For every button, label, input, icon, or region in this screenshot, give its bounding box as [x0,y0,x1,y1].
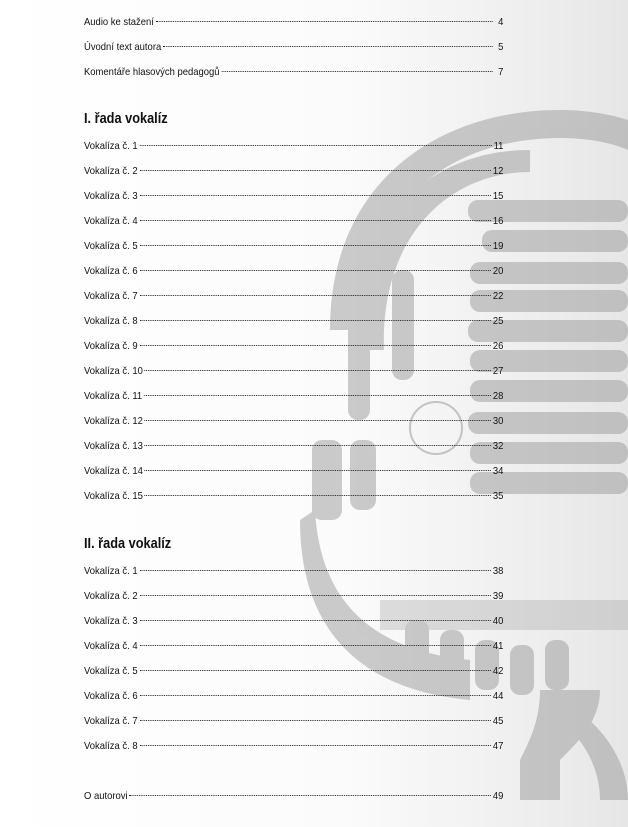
toc-entry-page: 12 [492,165,504,177]
toc-entry[interactable] [84,415,503,428]
dot-leader [145,469,491,471]
toc-entry[interactable] [84,215,503,228]
toc-entry[interactable] [84,490,503,503]
toc-entry-page: 25 [492,315,504,327]
toc-entry-page: 41 [492,640,504,652]
toc-entry[interactable] [84,340,503,353]
dot-leader [139,594,491,596]
toc-entry-page: 49 [492,790,504,802]
toc-entry-label: Vokalíza č. 2 [84,165,138,177]
dot-leader [139,219,491,221]
toc-entry-label: Vokalíza č. 7 [84,290,138,302]
toc-entry-page: 39 [492,590,504,602]
dot-leader [139,294,491,296]
toc-entry-label: Vokalíza č. 3 [84,190,138,202]
dot-leader [139,344,491,346]
toc-entry-label: Vokalíza č. 11 [84,390,143,402]
dot-leader [139,569,491,571]
toc-entry-page: 4 [498,16,504,28]
toc-entry-page: 47 [492,740,504,752]
toc-entry-label: Vokalíza č. 2 [84,590,138,602]
toc-entry[interactable] [84,290,503,303]
dot-leader [139,669,491,671]
dot-leader [221,70,492,72]
dot-leader [139,194,491,196]
toc-entry[interactable] [84,790,503,803]
toc-entry[interactable] [84,315,503,328]
dot-leader [139,144,491,146]
toc-entry[interactable] [84,16,503,29]
toc-entry-page: 44 [492,690,504,702]
toc-entry-label: Vokalíza č. 3 [84,615,138,627]
toc-entry-label: Audio ke stažení [84,16,154,28]
toc-entry-page: 5 [498,41,504,53]
toc-entry-label: Vokalíza č. 14 [84,465,143,477]
dot-leader [129,794,491,796]
toc-entry-page: 32 [492,440,504,452]
toc-entry-page: 15 [492,190,504,202]
toc-entry-page: 35 [492,490,504,502]
toc-entry-label: Vokalíza č. 4 [84,640,138,652]
toc-entry[interactable] [84,690,503,703]
toc-entry-label: Vokalíza č. 6 [84,690,138,702]
toc-entry-label: Vokalíza č. 13 [84,440,143,452]
toc-entry-page: 19 [492,240,504,252]
dot-leader [139,719,491,721]
toc-entry-label: Vokalíza č. 4 [84,215,138,227]
dot-leader [145,419,491,421]
dot-leader [145,494,491,496]
toc-entry-label: Vokalíza č. 1 [84,140,138,152]
toc-entry-page: 7 [498,66,504,78]
toc-entry-page: 45 [492,715,504,727]
toc-entry-label: Vokalíza č. 5 [84,240,138,252]
toc-entry[interactable] [84,740,503,753]
toc-entry-page: 16 [492,215,504,227]
toc-entry-label: Vokalíza č. 1 [84,565,138,577]
section-title: II. řada vokalíz [84,535,172,552]
dot-leader [156,20,493,22]
dot-leader [139,169,491,171]
dot-leader [139,319,491,321]
dot-leader [139,244,491,246]
dot-leader [139,694,491,696]
toc-entry[interactable] [84,140,503,153]
toc-entry[interactable] [84,365,503,378]
toc-entry[interactable] [84,640,503,653]
toc-entry-label: Vokalíza č. 15 [84,490,143,502]
dot-leader [145,369,491,371]
toc-entry[interactable] [84,715,503,728]
dot-leader [139,619,491,621]
dot-leader [144,394,491,396]
toc-entry-page: 11 [493,140,504,152]
toc-entry-label: Vokalíza č. 7 [84,715,138,727]
toc-entry[interactable] [84,190,503,203]
toc-entry[interactable] [84,440,503,453]
toc-entry-label: Vokalíza č. 9 [84,340,138,352]
toc-entry-page: 42 [492,665,504,677]
toc-entry-page: 27 [492,365,504,377]
toc-entry[interactable] [84,165,503,178]
toc-entry-label: Úvodní text autora [84,41,162,53]
toc-entry[interactable] [84,665,503,678]
toc-entry-label: O autorovi [84,790,128,802]
toc-entry[interactable] [84,590,503,603]
toc-entry-page: 20 [492,265,504,277]
toc-entry-label: Vokalíza č. 12 [84,415,143,427]
toc-entry-label: Vokalíza č. 10 [84,365,143,377]
dot-leader [139,744,491,746]
toc-entry[interactable] [84,41,503,54]
toc-entry-label: Komentáře hlasových pedagogů [84,66,220,78]
section-title: I. řada vokalíz [84,110,168,127]
toc-entry-page: 34 [492,465,504,477]
toc-entry[interactable] [84,615,503,628]
toc-entry-label: Vokalíza č. 5 [84,665,138,677]
toc-entry-label: Vokalíza č. 6 [84,265,138,277]
toc-entry-page: 26 [492,340,504,352]
toc-entry[interactable] [84,565,503,578]
toc-entry-page: 28 [492,390,504,402]
toc-entry[interactable] [84,240,503,253]
toc-entry-label: Vokalíza č. 8 [84,740,138,752]
toc-entry-page: 38 [492,565,504,577]
toc-entry-page: 30 [492,415,504,427]
dot-leader [145,444,491,446]
toc-entry[interactable] [84,66,503,79]
toc-entry[interactable] [84,390,503,403]
dot-leader [139,644,491,646]
toc-entry-page: 40 [492,615,504,627]
toc-entry[interactable] [84,465,503,478]
toc-entry-label: Vokalíza č. 8 [84,315,138,327]
toc-entry-page: 22 [492,290,504,302]
toc-entry[interactable] [84,265,503,278]
dot-leader [139,269,491,271]
dot-leader [163,45,493,47]
